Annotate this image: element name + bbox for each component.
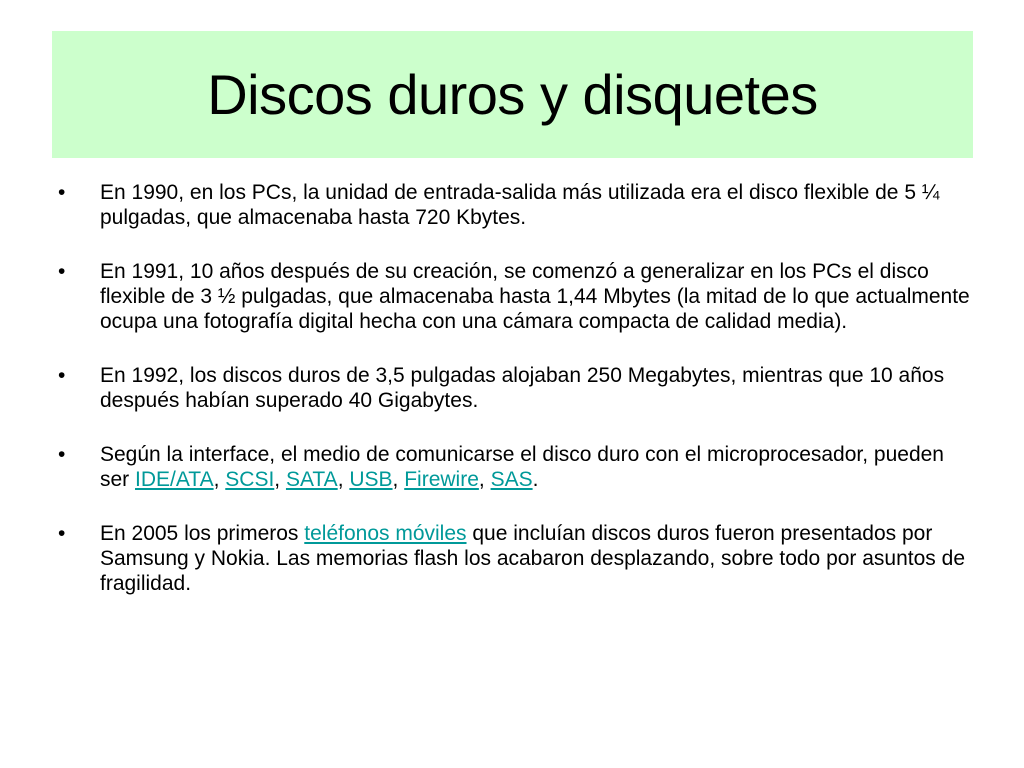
bullet-text: En 2005 los primeros [100,522,305,545]
bullet-item-1990 [58,180,978,230]
bullet-text-end: . [532,468,539,491]
bullet-text: Según la interface, el medio de comunicarse el disco duro con el microprocesador, pueden ser [100,443,944,491]
link-separator: , [392,468,405,491]
bullet-item-1992 [58,363,978,413]
bullet-text: En 1990, en los PCs, la unidad de entrada-salida más utilizada era el disco flexible de 5 ¼ pulgadas, que almacenaba hasta 720 Kbytes. [100,181,940,229]
bullet-marker: • [58,181,66,204]
bullet-marker: • [58,443,66,466]
link-usb[interactable]: USB [349,468,393,491]
link-separator: , [478,468,491,491]
link-ide-ata[interactable]: IDE/ATA [135,468,214,491]
bullet-text: En 1992, los discos duros de 3,5 pulgadas alojaban 250 Megabytes, mientras que 10 años después habían superado 40 Gigabytes. [100,364,945,412]
slide-title: Discos duros y disquetes [207,63,818,126]
bullet-text: En 1991, 10 años después de su creación, se comenzó a generalizar en los PCs el disco flexible de 3 ½ pulgadas, que almacenaba hasta 1,44 Mbytes (la mitad de lo que actualmente ocupa una fotografía digital hecha con una cámara compacta de calidad media). [100,260,970,333]
bullet-text-end: que incluían discos duros fueron presentados por Samsung y Nokia. Las memorias flash los acabaron desplazando, sobre todo por asuntos de fragilidad. [100,522,965,595]
bullet-item-2005 [58,521,978,596]
bullet-marker: • [58,260,66,283]
link-telefonos-moviles[interactable]: teléfonos móviles [304,522,467,545]
link-sas[interactable]: SAS [490,468,533,491]
link-firewire[interactable]: Firewire [404,468,479,491]
link-scsi[interactable]: SCSI [225,468,275,491]
bullet-item-interfaces [58,442,978,492]
title-banner [52,31,973,158]
bullet-marker: • [58,364,66,387]
bullet-list [58,180,978,625]
bullet-item-1991 [58,259,978,334]
link-separator: , [213,468,226,491]
link-separator: , [274,468,286,491]
link-sata[interactable]: SATA [285,468,338,491]
link-separator: , [337,468,350,491]
bullet-marker: • [58,522,66,545]
